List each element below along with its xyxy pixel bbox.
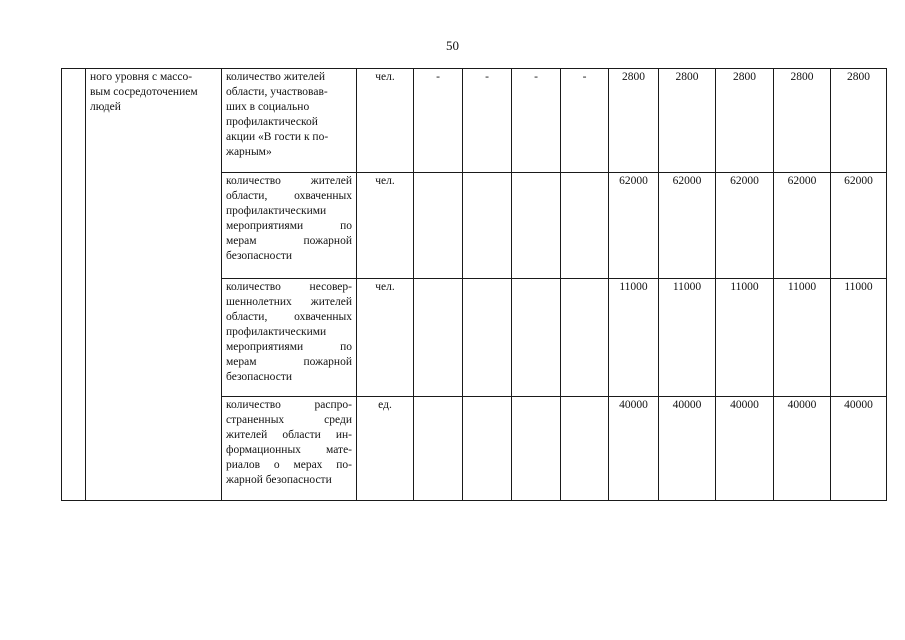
dash-cell — [463, 173, 512, 279]
value-cell: 40000 — [774, 397, 831, 501]
value-cell: 62000 — [659, 173, 716, 279]
indicator-line: области, участвовав- — [226, 86, 328, 98]
dash-cell — [414, 173, 463, 279]
indicator-line: безопасности — [226, 250, 293, 262]
page-number: 50 — [446, 38, 459, 53]
indicator-line: количество распро- — [226, 399, 352, 411]
indicator-cell — [222, 397, 357, 501]
unit-cell: чел. — [357, 69, 414, 173]
unit-cell: ед. — [357, 397, 414, 501]
value-cell: 2800 — [831, 69, 887, 173]
indicator-line: акции «В гости к по- — [226, 131, 329, 143]
value-cell: 40000 — [716, 397, 774, 501]
dash-cell: - — [463, 69, 512, 173]
value-cell: 11000 — [716, 279, 774, 397]
indicator-line: жарной безопасности — [226, 474, 332, 486]
indicator-line: области, охваченных — [226, 311, 352, 323]
indicator-cell — [222, 173, 357, 279]
dash-cell — [414, 397, 463, 501]
dash-cell — [463, 397, 512, 501]
indicator-line: безопасности — [226, 371, 293, 383]
indicators-table — [61, 68, 887, 501]
value-cell: 62000 — [831, 173, 887, 279]
indicator-line: шеннолетних жителей — [226, 296, 352, 308]
dash-cell: - — [512, 69, 561, 173]
indicator-line: жарным» — [226, 146, 272, 158]
indicator-line: мероприятиями по — [226, 220, 352, 232]
value-cell: 40000 — [609, 397, 659, 501]
indicator-cell — [222, 279, 357, 397]
section-label-cell — [86, 69, 222, 501]
dash-cell — [561, 397, 609, 501]
value-cell: 11000 — [609, 279, 659, 397]
value-cell: 62000 — [716, 173, 774, 279]
indicator-line: количество несовер- — [226, 281, 352, 293]
table-row — [62, 69, 887, 173]
value-cell: 11000 — [659, 279, 716, 397]
number-cell — [62, 69, 86, 501]
indicator-cell — [222, 69, 357, 173]
dash-cell — [561, 173, 609, 279]
section-label-line: вым сосредоточением — [90, 86, 198, 98]
value-cell: 11000 — [831, 279, 887, 397]
indicator-line: риалов о мерах по- — [226, 459, 352, 471]
value-cell: 2800 — [609, 69, 659, 173]
indicator-line: мероприятиями по — [226, 341, 352, 353]
indicator-line: области, охваченных — [226, 190, 352, 202]
section-label-line: ного уровня с массо- — [90, 71, 193, 83]
indicator-line: профилактическими — [226, 326, 327, 338]
value-cell: 62000 — [774, 173, 831, 279]
dash-cell — [414, 279, 463, 397]
indicator-line: профилактическими — [226, 205, 327, 217]
indicator-line: количество жителей — [226, 175, 352, 187]
dash-cell — [512, 397, 561, 501]
dash-cell: - — [561, 69, 609, 173]
dash-cell — [561, 279, 609, 397]
indicator-line: количество жителей — [226, 71, 326, 83]
indicator-line: жителей области ин- — [226, 429, 352, 441]
unit-cell: чел. — [357, 173, 414, 279]
dash-cell — [512, 173, 561, 279]
value-cell: 2800 — [659, 69, 716, 173]
dash-cell — [463, 279, 512, 397]
indicator-line: профилактической — [226, 116, 318, 128]
value-cell: 40000 — [659, 397, 716, 501]
indicator-line: формационных мате- — [226, 444, 352, 456]
value-cell: 62000 — [609, 173, 659, 279]
indicator-line: ших в социально — [226, 101, 310, 113]
section-label-line: людей — [90, 101, 121, 113]
value-cell: 2800 — [774, 69, 831, 173]
value-cell: 11000 — [774, 279, 831, 397]
dash-cell — [512, 279, 561, 397]
unit-cell: чел. — [357, 279, 414, 397]
indicator-line: страненных среди — [226, 414, 352, 426]
value-cell: 40000 — [831, 397, 887, 501]
indicator-line: мерам пожарной — [226, 235, 352, 247]
dash-cell: - — [414, 69, 463, 173]
indicator-line: мерам пожарной — [226, 356, 352, 368]
value-cell: 2800 — [716, 69, 774, 173]
